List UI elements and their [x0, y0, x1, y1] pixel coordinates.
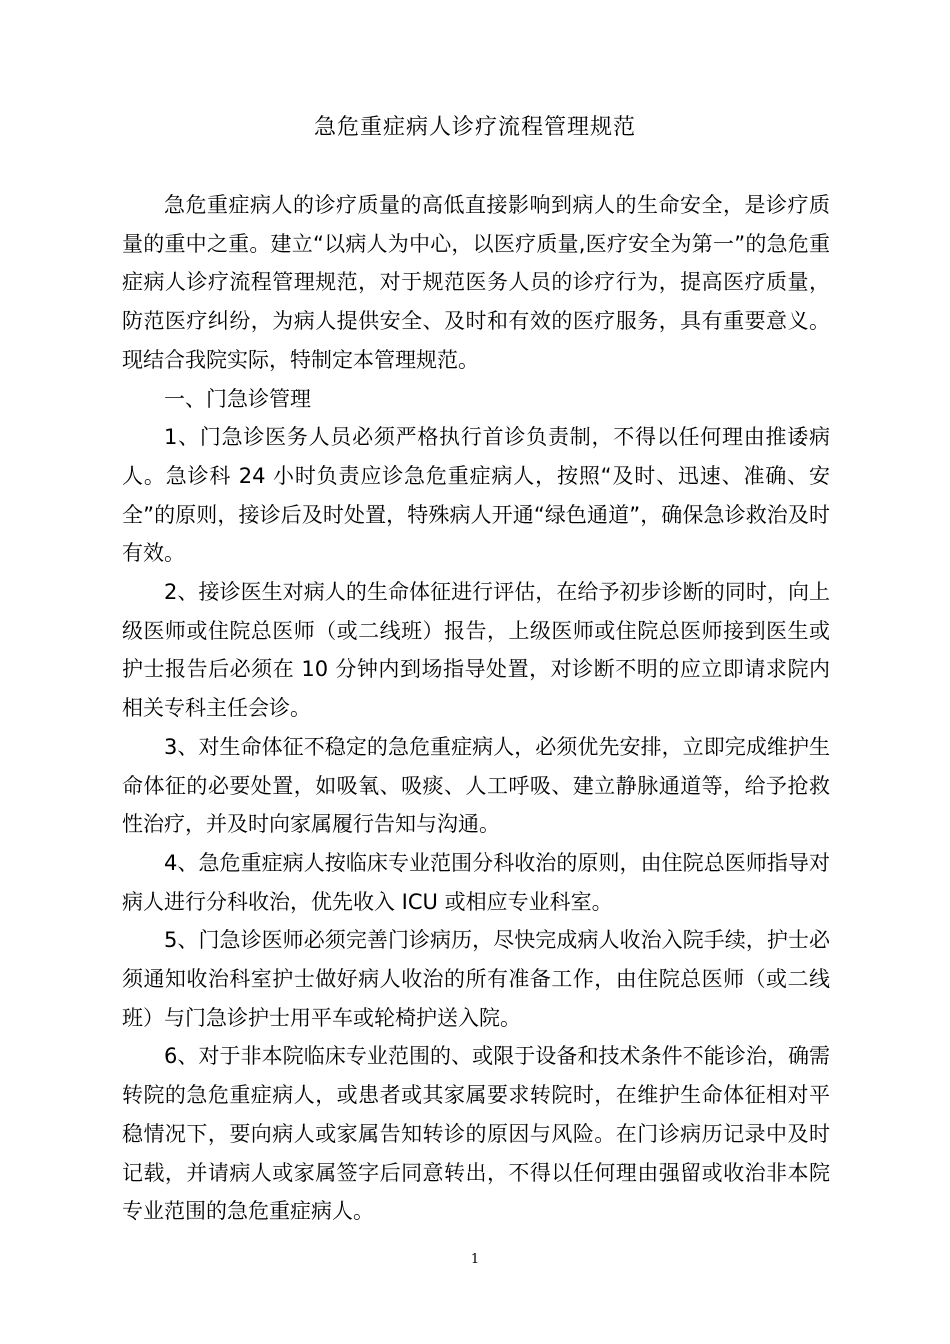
document-body — [122, 186, 830, 1231]
list-item: 4、急危重症病人按临床专业范围分科收治的原则，由住院总医师指导对病人进行分科收治，优先收入 ICU 或相应专业科室。 — [122, 850, 830, 914]
page-number: 1 — [470, 1252, 480, 1267]
intro-paragraph: 急危重症病人的诊疗质量的高低直接影响到病人的生命安全，是诊疗质量的重中之重。建立“以病人为中心，以医疗质量,医疗安全为第一”的急危重症病人诊疗流程管理规范，对于规范医务人员的诊疗行为，提高医疗质量，防范医疗纠纷，为病人提供安全、及时和有效的医疗服务，具有重要意义。现结合我院实际，特制定本管理规范。 — [122, 193, 830, 372]
list-item: 1、门急诊医务人员必须严格执行首诊负责制，不得以任何理由推诿病人。急诊科 24 小时负责应诊急危重症病人，按照“及时、迅速、准确、安全”的原则，接诊后及时处置，特殊病人开通“绿色通道”，确保急诊救治及时有效。 — [122, 425, 830, 566]
document-title: 急危重症病人诊疗流程管理规范 — [313, 115, 636, 140]
list-item: 2、接诊医生对病人的生命体征进行评估，在给予初步诊断的同时，向上级医师或住院总医师（或二线班）报告，上级医师或住院总医师接到医生或护士报告后必须在 10 分钟内到场指导处置，对诊断不明的应立即请求院内相关专科主任会诊。 — [122, 580, 830, 721]
list-item: 6、对于非本院临床专业范围的、或限于设备和技术条件不能诊治，确需转院的急危重症病人，或患者或其家属要求转院时，在维护生命体征相对平稳情况下，要向病人或家属告知转诊的原因与风险。在门诊病历记录中及时记载，并请病人或家属签字后同意转出，不得以任何理由强留或收治非本院专业范围的急危重症病人。 — [122, 1044, 830, 1224]
list-item: 3、对生命体征不稳定的急危重症病人，必须优先安排，立即完成维护生命体征的必要处置，如吸氧、吸痰、人工呼吸、建立静脉通道等，给予抢救性治疗，并及时向家属履行告知与沟通。 — [122, 734, 830, 837]
section-heading-outpatient-emergency: 一、门急诊管理 — [164, 386, 311, 411]
list-item: 5、门急诊医师必须完善门诊病历，尽快完成病人收治入院手续，护士必须通知收治科室护士做好病人收治的所有准备工作，由住院总医师（或二线班）与门急诊护士用平车或轮椅护送入院。 — [122, 928, 830, 1030]
